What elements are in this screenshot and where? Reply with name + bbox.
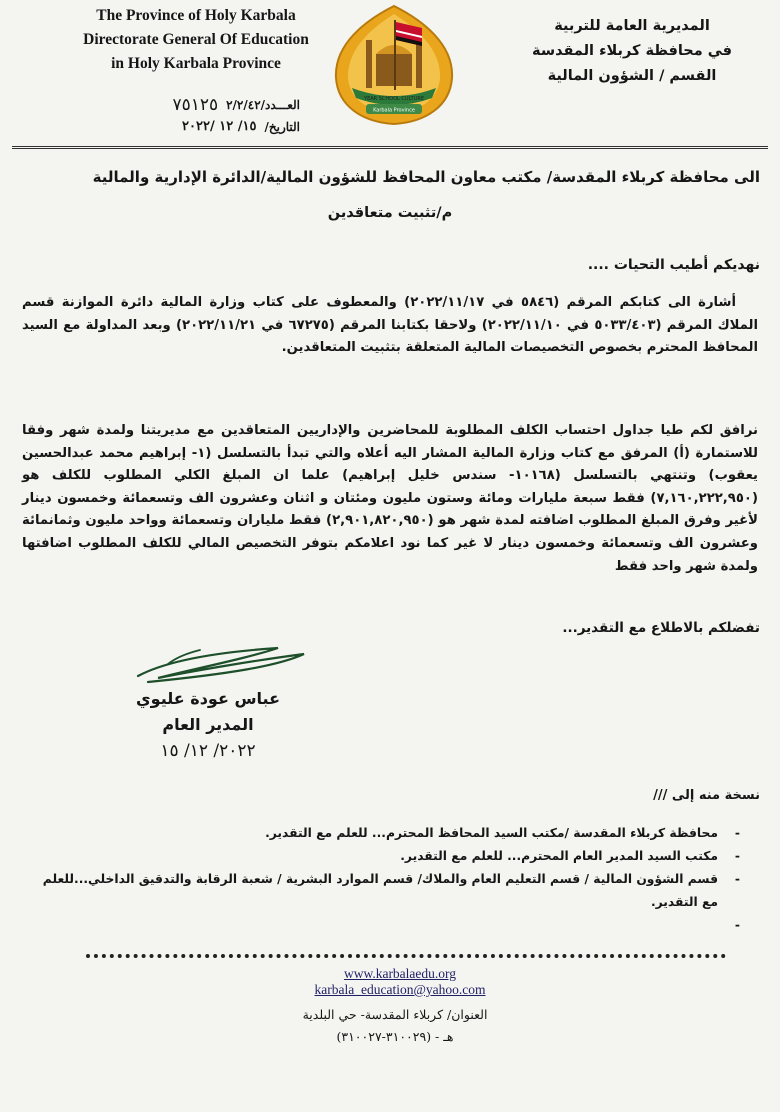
email-link[interactable]: karbala_education@yahoo.com [314,982,486,997]
copy-recipient-3: - قسم الشؤون المالية / قسم التعليم العام والملاك/ قسم الموارد البشرية / شعبة الرقابة والتدقيق الداخلي...للعلم مع التقدير. [40,868,740,914]
footer-divider [86,954,726,958]
copy-recipient-2: - مكتب السيد المدير العام المحترم... للعلم مع التقدير. [40,845,740,868]
footer-address-block [280,1004,510,1048]
footer-contacts [250,966,550,998]
arabic-header-line-3: القسم / الشؤون المالية [547,68,717,84]
website-link[interactable]: www.karbalaedu.org [343,966,457,981]
english-header-line-3: in Holy Karbala Province [111,55,281,72]
letter-paragraph-1: أشارة الى كتابكم المرقم (٥٨٤٦ في ٢٠٢٢/١١/١٧) والمعطوف على كتاب وزارة المالية دائرة الموازنة قسم الملاك المرقم (٥٠٣٣/٤٠٣ في ٢٠٢٢/١١/١٠) ولاحقا بكتابنا المرقم (٦٧٢٧٥ في ٢٠٢٢/١١/٢١) وبعد المداولة مع السيد المحافظ المحترم بخصوص التخصيصات المالية المتعلقة بتثبيت المتعاقدين. [22,295,758,356]
logo-caption-bottom: Karbala Province [373,107,415,114]
english-letterhead [46,4,346,76]
handwritten-signature [108,638,318,690]
copies-list [40,822,740,914]
reference-number-value: ٧٥١٢٥ [172,95,219,115]
footer-phones: هـ - (٣١٠٠٢٩-٣١٠٠٢٧) [336,1029,454,1044]
english-header-line-1: The Province of Holy Karbala [96,7,296,24]
copies-heading: نسخة منه إلى /// [653,788,760,803]
reference-date-label: التاريخ/ [264,120,300,134]
signature-block [108,686,308,764]
letter-closing: تفضلكم بالاطلاع مع التقدير... [562,620,760,636]
logo-caption-top: YEAR SCHOOL CULTURE [364,96,424,102]
letter-paragraph-2: نرافق لكم طيا جداول احتساب الكلف المطلوبة للمحاضرين والإداريين المتعاقدين مع مديريتنا ولمدة شهر وفقا للاستمارة (أ) المرفق مع كتاب وزارة المالية المشار اليه أعلاه والتي تبدأ بالتسلسل (١- إبراهيم محمد عبدالحسين يعقوب) وتنتهي بالتسلسل (١٠١٦٨- سندس خليل إبراهيم) علما ان المبلغ الكلي المطلوب للكلف هو (٧,١٦٠,٢٢٢,٩٥٠) فقط سبعة مليارات ومائة وستون مليون ومئتان و اثنان وعشرون الف وتسعمائة وخمسون دينار لأغير وفرق المبلغ المطلوب اضافته لمدة شهر هو (٢,٩٠١,٨٢٠,٩٥٠) فقط ملياران وتسعمائة وواحد مليون وثمانمائة وعشرون الف وتسعمائة وخمسون دينار لا غير كما نود اعلامكم بتوفر التخصيص المالي للكلف المطلوب اضافتها ولمدة شهر واحد فقط [22,423,758,574]
recipient-line: الى محافظة كربلاء المقدسة/ مكتب معاون المحافظ للشؤون المالية/الدائرة الإدارية والمالية [92,168,760,186]
footer-address: العنوان/ كربلاء المقدسة- حي البلدية [302,1007,488,1022]
copy-recipient-1: - محافظة كربلاء المقدسة /مكتب السيد المحافظ المحترم... للعلم مع التقدير. [40,822,740,845]
reference-number-label: العـــدد/٢/٢/٤٢ [226,98,300,112]
header-divider [12,146,768,149]
reference-date-value: ١٥/ ١٢ /٢٠٢٢ [182,119,257,134]
arabic-header-line-1: المديرية العامة للتربية [554,18,710,34]
letter-subject: م/تثبيت متعاقدين [327,205,453,221]
reference-block [60,94,300,138]
english-header-line-2: Directorate General Of Education [83,31,309,48]
signatory-name: عباس عودة عليوي [136,689,280,708]
directorate-logo [326,0,462,128]
arabic-letterhead [522,14,742,89]
arabic-header-line-2: في محافظة كربلاء المقدسة [532,43,732,59]
signatory-title: المدير العام [162,715,254,734]
signature-date: ٢٠٢٢/ ١٢/ ١٥ [160,741,256,761]
letter-greeting: نهديكم أطيب التحيات .... [587,257,760,273]
